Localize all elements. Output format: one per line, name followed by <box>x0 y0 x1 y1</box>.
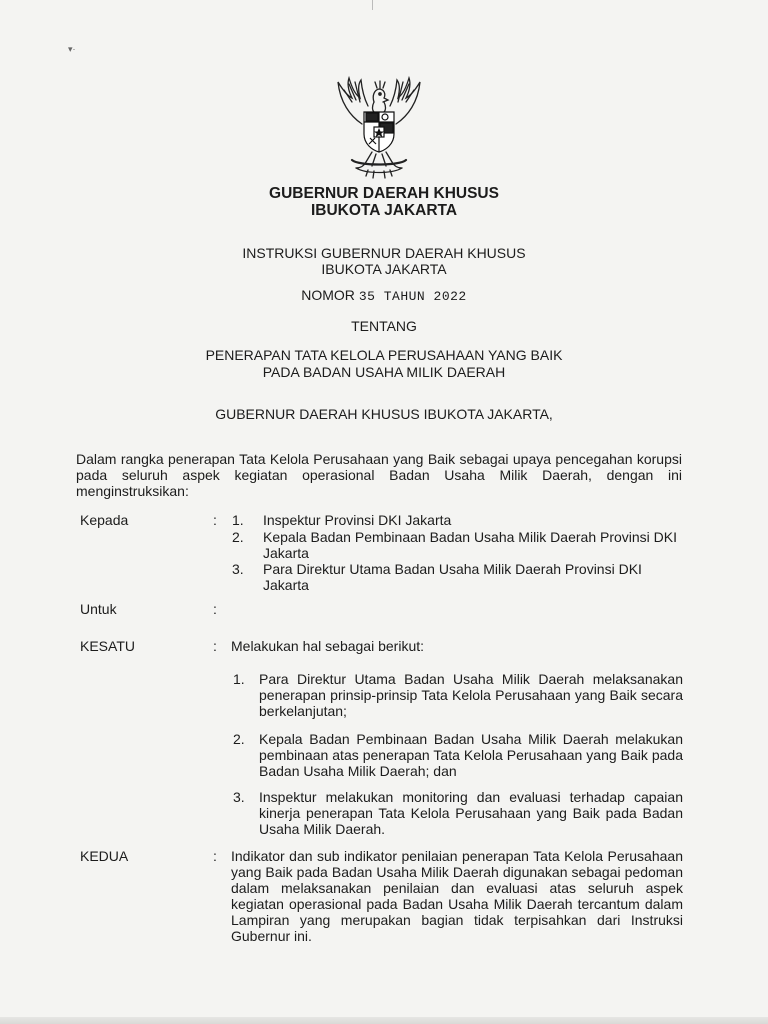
kedua-label: KEDUA <box>80 848 129 864</box>
kepada-item: Kepala Badan Pembinaan Badan Usaha Milik Daerah Provinsi DKI Jakarta <box>263 529 678 561</box>
instruction-title-line2: IBUKOTA JAKARTA <box>321 261 447 277</box>
kepada-item: Para Direktur Utama Badan Usaha Milik Daerah Provinsi DKI Jakarta <box>263 561 642 593</box>
subject-line1: PENERAPAN TATA KELOLA PERUSAHAAN YANG BAIK <box>205 347 563 363</box>
kesatu-label: KESATU <box>80 638 135 654</box>
kesatu-item-number: 1. <box>233 671 245 687</box>
kesatu-item: Inspektur melakukan monitoring dan evaluasi terhadap capaian kinerja penerapan Tata Kelola Perusahaan yang Baik pada Badan Usaha Milik Daerah. <box>259 789 683 837</box>
kedua-paragraph: Indikator dan sub indikator penilaian penerapan Tata Kelola Perusahaan yang Baik pada Badan Usaha Milik Daerah digunakan sebagai pedoman dalam melaksanakan penilaian dan evaluasi atas seluruh aspek kegiatan operasional pada Badan Usaha Milik Daerah tercantum dalam Lampiran yang merupakan bagian tidak terpisahkan dari Instruksi Gubernur ini. <box>231 848 683 944</box>
kepada-label: Kepada <box>80 512 129 528</box>
garuda-emblem-icon <box>322 72 436 186</box>
kesatu-intro: Melakukan hal sebagai berikut: <box>231 638 425 654</box>
kesatu-item-number: 2. <box>233 731 245 747</box>
preamble-paragraph: Dalam rangka penerapan Tata Kelola Perusahaan yang Baik sebagai upaya pencegahan korupsi pada seluruh aspek kegiatan operasional Badan Usaha Milik Daerah, dengan ini menginstruksikan: <box>76 451 682 499</box>
kepada-colon: : <box>213 512 217 528</box>
kepada-item-number: 1. <box>232 512 244 528</box>
governor-title-line2: IBUKOTA JAKARTA <box>310 202 458 219</box>
kepada-item-number: 3. <box>232 561 244 577</box>
governor-title-line1: GUBERNUR DAERAH KHUSUS <box>269 185 499 202</box>
instruction-number <box>0 287 768 305</box>
kepada-item-number: 2. <box>232 529 244 545</box>
issuer-line: GUBERNUR DAERAH KHUSUS IBUKOTA JAKARTA, <box>215 406 553 422</box>
nomor-label: NOMOR <box>301 287 355 303</box>
tentang-heading: TENTANG <box>351 318 417 334</box>
subject-line2: PADA BADAN USAHA MILIK DAERAH <box>262 364 506 380</box>
kepada-item: Inspektur Provinsi DKI Jakarta <box>263 512 452 528</box>
kesatu-item: Kepala Badan Pembinaan Badan Usaha Milik Daerah melakukan pembinaan atas penerapan Tata Kelola Perusahaan yang Baik pada Badan Usaha Milik Daerah; dan <box>259 731 683 779</box>
kedua-colon: : <box>213 848 217 864</box>
untuk-colon: : <box>213 601 217 617</box>
scan-artifact <box>372 0 373 10</box>
untuk-label: Untuk <box>80 601 117 617</box>
nomor-value: 35 TAHUN 2022 <box>358 289 467 304</box>
kesatu-colon: : <box>213 638 217 654</box>
scan-artifact-mark: ▾· <box>68 44 76 54</box>
kesatu-item-number: 3. <box>233 789 245 805</box>
instruction-title-line1: INSTRUKSI GUBERNUR DAERAH KHUSUS <box>242 245 526 261</box>
scan-bottom-edge <box>0 1017 768 1024</box>
kesatu-item: Para Direktur Utama Badan Usaha Milik Daerah melaksanakan penerapan prinsip-prinsip Tata Kelola Perusahaan yang Baik secara berkelanjutan; <box>259 671 683 719</box>
